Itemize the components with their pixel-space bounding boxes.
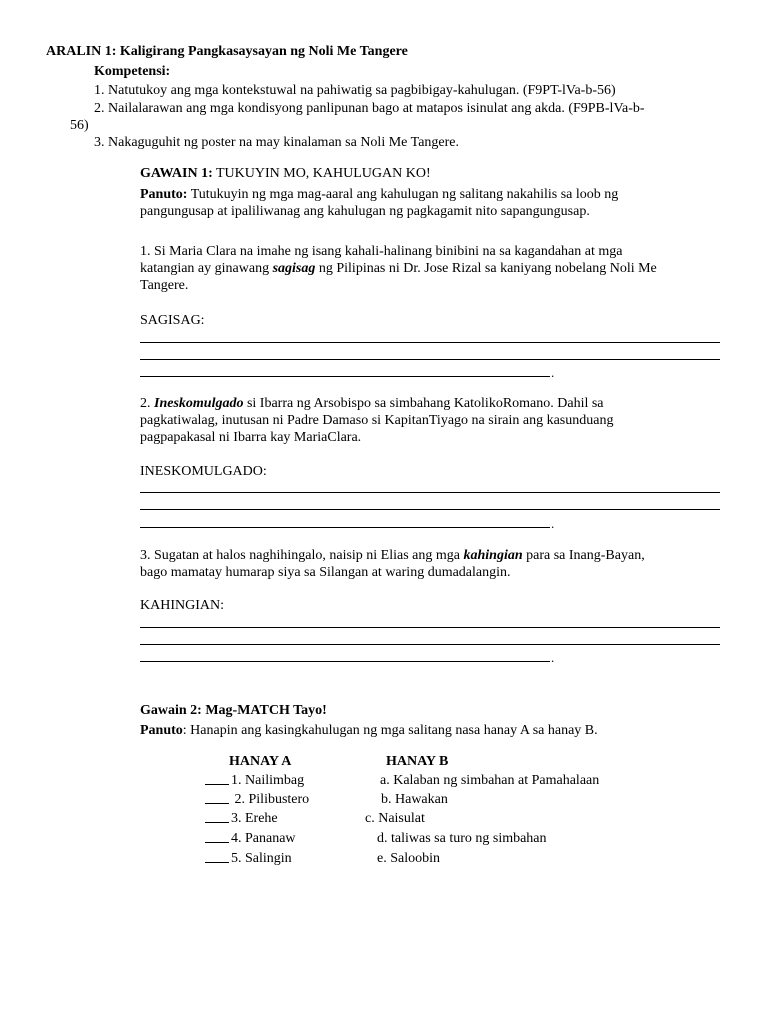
instruction-text: Tutukuyin ng mga mag-aaral ang kahulugan ng salitang nakahilis sa loob ng <box>190 187 619 202</box>
hanay-b-item: d. taliwas sa turo ng simbahan <box>377 831 547 846</box>
instruction-text: : Hanapin ang kasingkahulugan ng mga salitang nasa hanay A sa hanay B. <box>182 723 598 738</box>
gawain1-title: TUKUYIN MO, KAHULUGAN KO! <box>215 166 431 181</box>
hanay-a-text: 1. Nailimbag <box>231 773 305 788</box>
hanay-b-header: HANAY B <box>386 754 449 769</box>
gawain1-item-2 <box>140 395 720 446</box>
item-text: si Ibarra ng Arsobispo sa simbahang KatolikoRomano. Dahil sa <box>243 396 604 411</box>
keyword: kahingian <box>463 548 523 563</box>
hanay-b-item: a. Kalaban ng simbahan at Pamahalaan <box>380 773 600 788</box>
gawain1-label: GAWAIN 1: <box>140 166 213 181</box>
instruction-label: Panuto: <box>140 187 188 202</box>
answer-label-sagisag: SAGISAG: <box>140 313 205 328</box>
answer-line[interactable] <box>140 509 720 510</box>
hanay-a-text: 2. Pilibustero <box>231 792 310 807</box>
answer-line[interactable] <box>140 627 720 628</box>
item-text: pagkatiwalag, inutusan ni Padre Damaso si KapitanTiyago na sirain ang kasunduang <box>140 413 614 428</box>
hanay-b-item: c. Naisulat <box>365 811 425 826</box>
answer-label-kahingian: KAHINGIAN: <box>140 598 224 613</box>
instruction-text: pangungusap at ipaliliwanag ang kahulugan ng pagkagamit nito sapangungusap. <box>140 204 590 219</box>
answer-blank[interactable] <box>205 850 229 863</box>
hanay-a-text: 3. Erehe <box>231 811 278 826</box>
item-text: katangian ay ginawang <box>140 261 273 276</box>
item-text: bago mamatay humarap siya sa Silangan at waring dumadalangin. <box>140 565 511 580</box>
keyword: Ineskomulgado <box>154 396 244 411</box>
answer-line[interactable] <box>140 359 720 360</box>
answer-blank[interactable] <box>205 791 229 804</box>
lesson-number: ARALIN 1: <box>46 44 117 59</box>
hanay-a-item <box>205 791 309 808</box>
competency-item-continuation: 56) <box>70 118 89 133</box>
gawain2-title: Gawain 2: Mag-MATCH Tayo! <box>140 703 327 718</box>
gawain1-instruction <box>140 186 720 220</box>
hanay-a-item <box>205 772 304 789</box>
hanay-b-item: e. Saloobin <box>377 851 440 866</box>
line-end-period: . <box>551 516 555 531</box>
item-text: 2. <box>140 396 154 411</box>
item-text: pagpapakasal ni Ibarra kay MariaClara. <box>140 430 362 445</box>
line-end-period: . <box>551 650 555 665</box>
answer-line[interactable] <box>140 492 720 493</box>
hanay-a-item <box>205 810 278 827</box>
gawain1-item-3 <box>140 547 720 581</box>
hanay-a-text: 4. Pananaw <box>231 831 296 846</box>
item-text: 1. Si Maria Clara na imahe ng isang kahali-halinang binibini na sa kagandahan at mga <box>140 244 623 259</box>
hanay-a-header: HANAY A <box>229 754 292 769</box>
answer-line[interactable] <box>140 661 550 662</box>
competency-item: 1. Natutukoy ang mga kontekstuwal na pahiwatig sa pagbibigay-kahulugan. (F9PT-lVa-b-56) <box>94 83 616 98</box>
gawain1-item-1 <box>140 243 720 294</box>
lesson-title-text: Kaligirang Pangkasaysayan ng Noli Me Tangere <box>119 44 408 59</box>
gawain2-instruction <box>140 722 598 739</box>
item-text: para sa Inang-Bayan, <box>522 548 645 563</box>
answer-line[interactable] <box>140 376 550 377</box>
hanay-a-item <box>205 850 292 867</box>
competency-item: 2. Nailalarawan ang mga kondisyong panlipunan bago at matapos isinulat ang akda. (F9PB-lVa-b- <box>94 101 645 116</box>
keyword: sagisag <box>272 261 316 276</box>
answer-blank[interactable] <box>205 810 229 823</box>
answer-blank[interactable] <box>205 772 229 785</box>
item-text: 3. Sugatan at halos naghihingalo, naisip ni Elias ang mga <box>140 548 464 563</box>
competency-item: 3. Nakaguguhit ng poster na may kinalaman sa Noli Me Tangere. <box>94 135 459 150</box>
item-text: ng Pilipinas ni Dr. Jose Rizal sa kaniyang nobelang Noli Me <box>315 261 657 276</box>
lesson-title <box>46 43 408 60</box>
line-end-period: . <box>551 365 555 380</box>
hanay-a-item <box>205 830 296 847</box>
answer-line[interactable] <box>140 644 720 645</box>
hanay-a-text: 5. Salingin <box>231 851 292 866</box>
gawain1-heading <box>140 165 431 182</box>
hanay-b-item: b. Hawakan <box>381 792 448 807</box>
competencies-label: Kompetensi: <box>94 64 171 79</box>
instruction-label: Panuto <box>140 723 183 738</box>
answer-line[interactable] <box>140 527 550 528</box>
item-text: Tangere. <box>140 278 189 293</box>
answer-label-ineskomulgado: INESKOMULGADO: <box>140 464 267 479</box>
answer-blank[interactable] <box>205 830 229 843</box>
answer-line[interactable] <box>140 342 720 343</box>
